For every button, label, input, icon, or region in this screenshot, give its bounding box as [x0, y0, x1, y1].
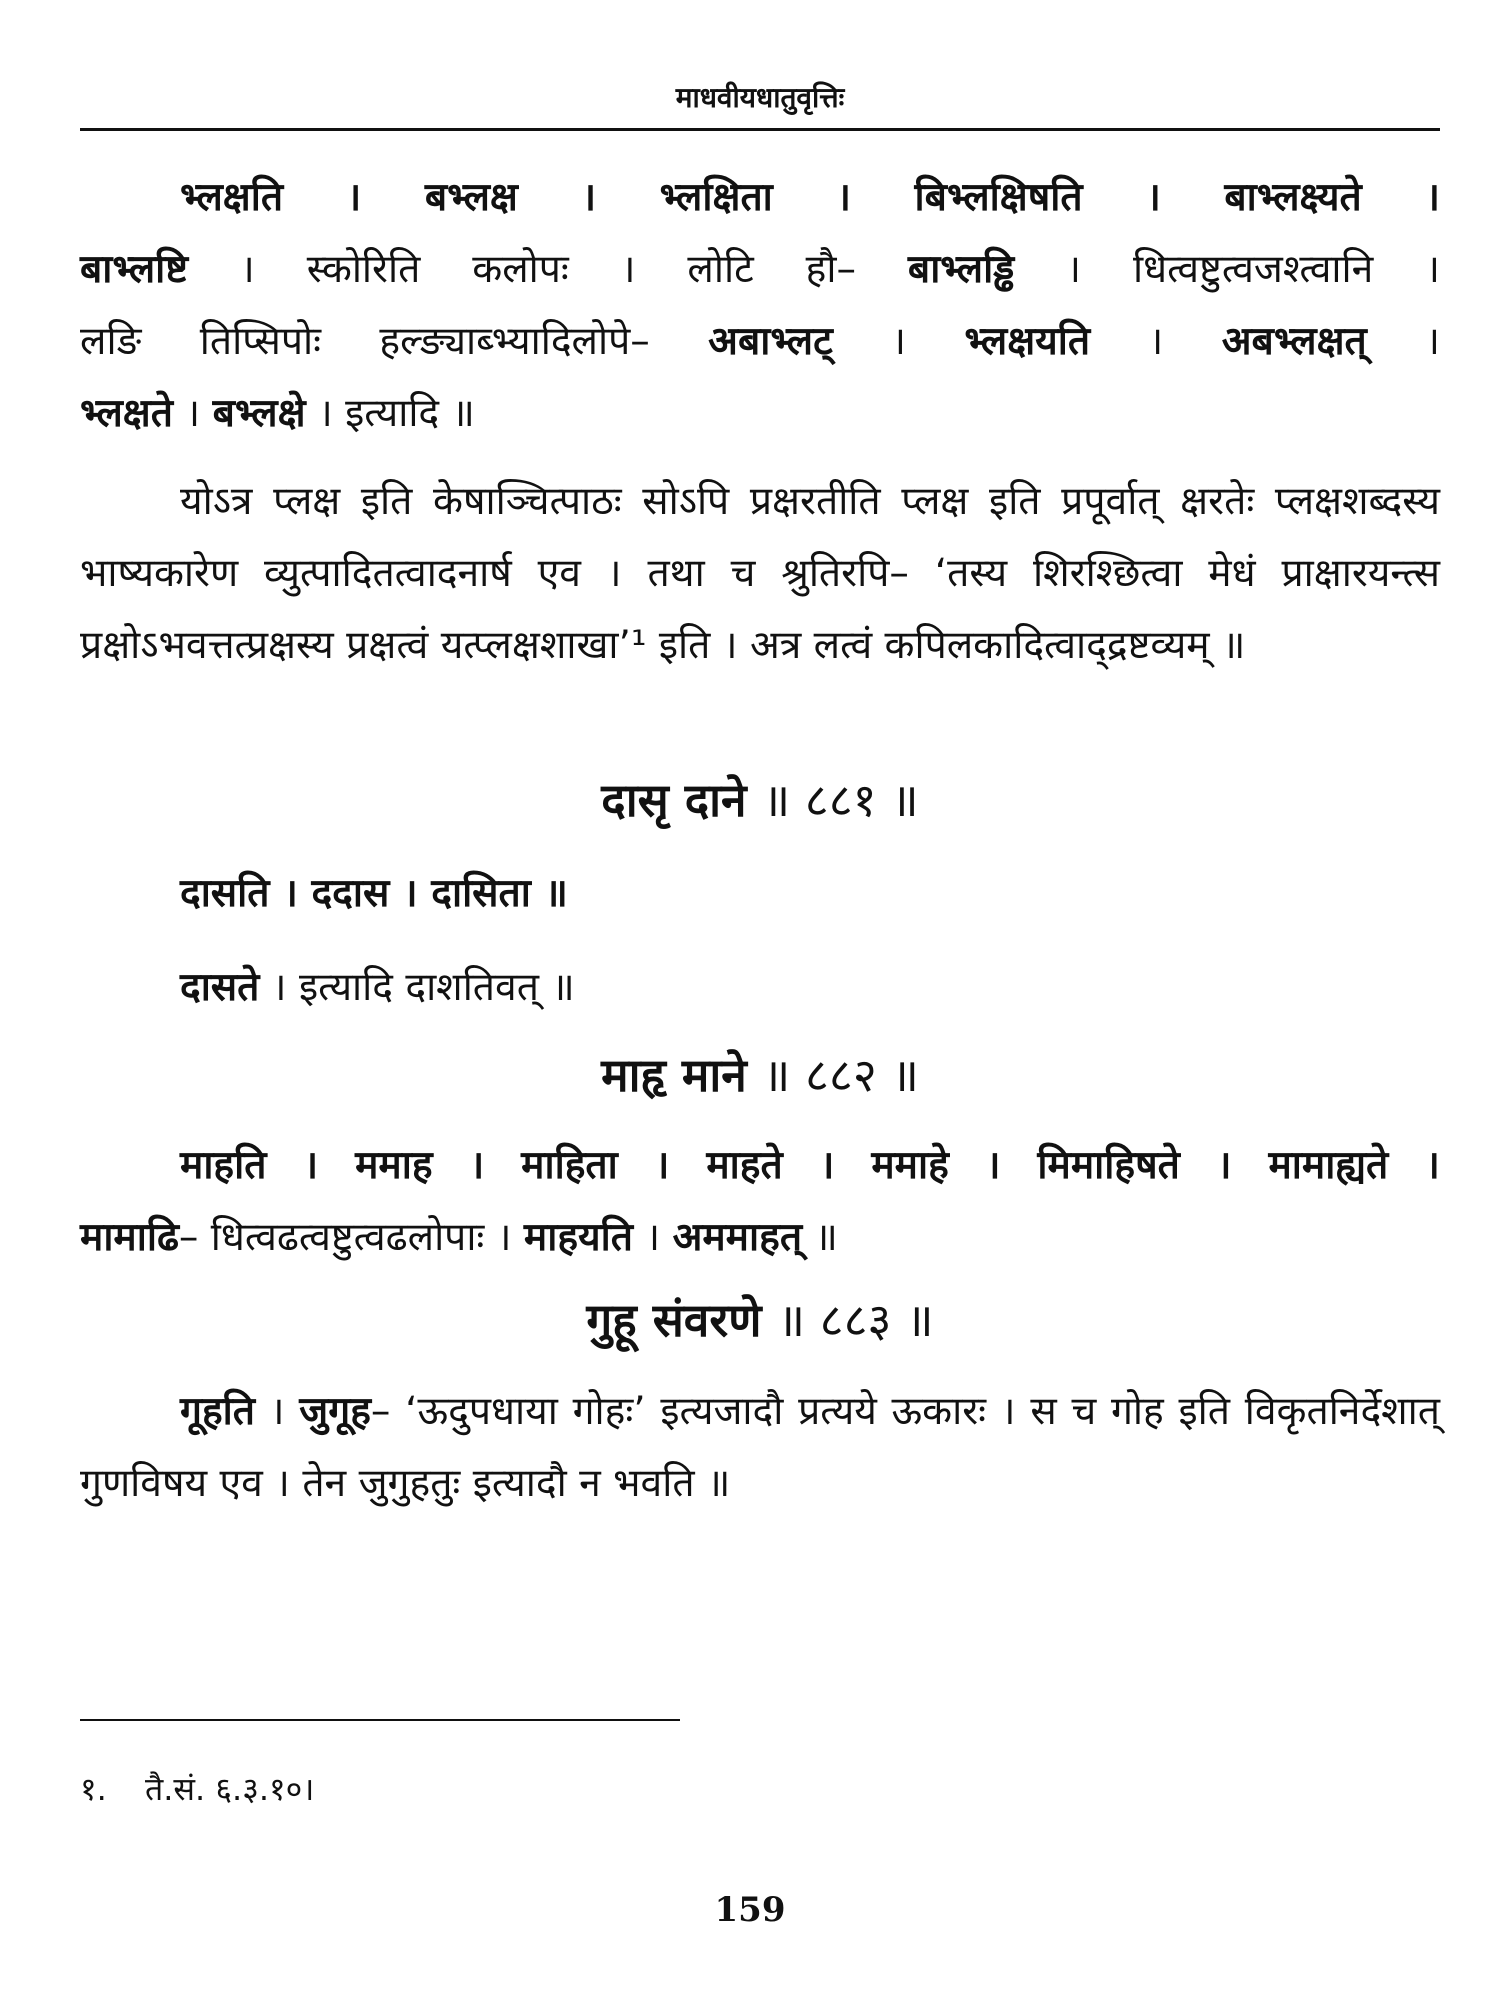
commentary-text: । स्कोरिति कलोपः । लोटि हौ– [188, 247, 908, 292]
commentary-text: । इत्यादि दाशतिवत् ॥ [259, 965, 575, 1010]
commentary-text: ॥ [802, 1215, 838, 1260]
commentary-text: । [255, 1389, 300, 1434]
commentary-text: । [832, 319, 965, 364]
form-word: भ्लक्षयति [964, 319, 1091, 364]
para-forms-guh [80, 1376, 1440, 1520]
form-word: माहयति [523, 1215, 633, 1260]
form-word: दासते [180, 965, 260, 1010]
footnote [80, 1765, 314, 1813]
sutra-heading-882 [80, 1040, 1440, 1110]
commentary-text: । [172, 391, 213, 436]
commentary-text: – धित्वढत्वष्टुत्वढलोपाः । [178, 1215, 524, 1260]
form-word: बाभ्लष्टि [80, 247, 189, 292]
forms-line-2 [80, 1202, 1440, 1274]
form-word: अममाहत् [672, 1215, 803, 1260]
footnote-rule [80, 1719, 680, 1721]
form-word: भ्लक्षते [80, 391, 173, 436]
form-word: मामाह्यते । [1268, 1143, 1440, 1188]
form-word: मिमाहिषते । [1037, 1143, 1232, 1188]
form-word: गूहति [180, 1389, 255, 1434]
form-word: माहते । [706, 1143, 835, 1188]
commentary-text: । [1090, 319, 1222, 364]
commentary-text: । [632, 1215, 673, 1260]
forms-line-1 [80, 162, 1440, 234]
forms-line-2 [80, 234, 1440, 306]
forms-line-1 [80, 1130, 1440, 1202]
forms-line-4 [80, 378, 1440, 450]
commentary-text: । [1366, 319, 1441, 364]
form-word: बाभ्लक्ष्यते । [1224, 175, 1440, 220]
commentary-text: । धित्वष्टुत्वजश्त्वानि । [1014, 247, 1440, 292]
running-head: माधवीयधातुवृत्तिः [675, 81, 845, 114]
sutra-number: ॥ ८८३ ॥ [777, 1293, 934, 1347]
para-forms-maah [80, 1130, 1440, 1274]
para-forms-bhlaksh [80, 162, 1440, 450]
form-word: ममाहे । [871, 1143, 1001, 1188]
root-title: दासृ दाने [601, 773, 747, 827]
form-word: बभ्लक्ष । [424, 175, 597, 220]
footnote-number: १. [80, 1770, 107, 1808]
form-word: भ्लक्षति । [180, 175, 362, 220]
commentary-text: । इत्यादि ॥ [305, 391, 475, 436]
form-word: बाभ्लड्ढि [907, 247, 1015, 292]
form-word: अबाभ्लट् [708, 319, 833, 364]
form-word: माहिता । [521, 1143, 670, 1188]
commentary-text: लङि तिप्सिपोः हल्ङ्याब्भ्यादिलोपे– [80, 319, 709, 364]
page-number: 159 [714, 1890, 786, 1930]
root-title: गुहू संवरणे [586, 1293, 762, 1347]
forms-line-3 [80, 306, 1440, 378]
form-word: भ्लक्षिता । [659, 175, 852, 220]
para-forms-daas: दासति । ददास । दासिता ॥ [180, 871, 568, 916]
form-word: जुगूह [299, 1389, 371, 1434]
commentary-text: – ‘ऊदुपधाया गोहः’ इत्यजादौ प्रत्यये ऊकारः । स च गोह इति विकृतनिर्देशात् गुणविषय एव । तेन जुगुहतुः इत्यादौ न भवति ॥ [80, 1389, 1441, 1506]
form-word: ममाह । [355, 1143, 485, 1188]
sutra-number: ॥ ८८१ ॥ [762, 773, 919, 827]
sutra-heading-881 [80, 765, 1440, 835]
root-title: माहृ माने [601, 1048, 747, 1102]
form-word: बिभ्लक्षिषति । [914, 175, 1161, 220]
header-rule [80, 128, 1440, 131]
para-daasate [80, 952, 1440, 1024]
form-word: अबभ्लक्षत् [1221, 319, 1367, 364]
form-word: बभ्लक्षे [212, 391, 306, 436]
para-plaksha-note: योऽत्र प्लक्ष इति केषाञ्चित्पाठः सोऽपि प्रक्षरतीति प्लक्ष इति प्रपूर्वात् क्षरतेः प्लक्षशब्दस्य भाष्यकारेण व्युत्पादितत्वादनार्ष एव । तथा च श्रुतिरपि– ‘तस्य शिरश्छित्वा मेधं प्राक्षारयन्त्स प्रक्षोऽभवत्तत्प्रक्षस्य प्रक्षत्वं यत्प्लक्षशाखा’¹ इति । अत्र लत्वं कपिलकादित्वाद्द्रष्टव्यम् ॥ [80, 479, 1440, 668]
footnote-text: तै.सं. ६.३.१०। [145, 1770, 315, 1808]
sutra-heading-883 [80, 1285, 1440, 1355]
form-word: मामाढि [80, 1215, 179, 1260]
sutra-number: ॥ ८८२ ॥ [762, 1048, 919, 1102]
form-word: माहति । [180, 1143, 319, 1188]
